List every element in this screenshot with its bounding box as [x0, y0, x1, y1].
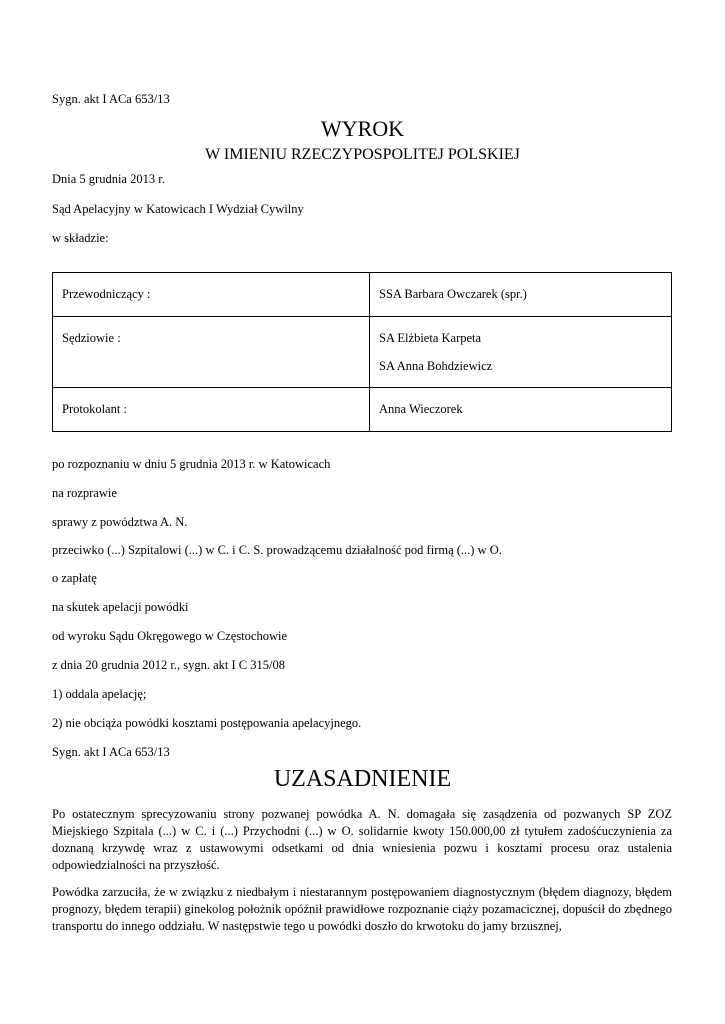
proceedings-line: z dnia 20 grudnia 2012 r., sygn. akt I C 315/08 [52, 658, 285, 672]
proceedings-line: po rozpoznaniu w dniu 5 grudnia 2013 r. w Katowicach [52, 457, 331, 471]
judgment-title: WYROK [320, 116, 405, 141]
table-row [53, 317, 672, 388]
table-row [53, 273, 672, 317]
table-row [53, 388, 672, 432]
recorder-name: Anna Wieczorek [370, 388, 672, 432]
court-composition-table [52, 272, 672, 432]
presiding-judge: SSA Barbara Owczarek (spr.) [370, 273, 672, 317]
justification-paragraph: Powódka zarzuciła, że w związku z niedbałym i niestarannym postępowaniem diagnostycznym (błędem diagnozy, błędem prognozy, błędem terapii) ginekolog położnik opóźnił prawidłowe rozpoznanie ciąży pozamacicznej, dopuścił do zbędnego transportu do innego oddziału. W następstwie tego u powódki doszło do krwotoku do jamy brzusznej, [52, 885, 672, 933]
composition-label: w składzie: [52, 231, 109, 245]
judges-label: Sędziowie : [53, 317, 370, 388]
recorder-label: Protokolant : [53, 388, 370, 432]
justification-paragraph: Po ostatecznym sprecyzowaniu strony pozwanej powódka A. N. domagała się zasądzenia od pozwanych SP ZOZ Miejskiego Szpitala (...) w C. i (...) Przychodni (...) w O. solidarnie kwoty 150.000,00 zł tytułem zadośćuczynienia za doznaną krzywdę wraz z ustawowymi odsetkami od dnia wniesienia pozwu i kosztami procesu oraz ustalenia odpowiedzialności na przyszłość. [52, 807, 672, 872]
ruling-item: 2) nie obciąża powódki kosztami postępowania apelacyjnego. [52, 716, 362, 730]
proceedings-line: na skutek apelacji powódki [52, 600, 189, 614]
justification-case-reference: Sygn. akt I ACa 653/13 [52, 745, 170, 759]
proceedings-line: przeciwko (...) Szpitalowi (...) w C. i C. S. prowadzącemu działalność pod firmą (...) w O. [52, 543, 502, 557]
proceedings-line: sprawy z powództwa A. N. [52, 515, 188, 529]
ruling-item: 1) oddala apelację; [52, 687, 147, 701]
judges-cell [370, 317, 672, 388]
justification-title: UZASADNIENIE [273, 766, 452, 792]
court-name: Sąd Apelacyjny w Katowicach I Wydział Cywilny [52, 202, 304, 216]
presiding-label: Przewodniczący : [53, 273, 370, 317]
proceedings-line: o zapłatę [52, 571, 97, 585]
judge-name: SA Elżbieta Karpeta [379, 331, 482, 345]
proceedings-line: od wyroku Sądu Okręgowego w Częstochowie [52, 629, 288, 643]
judge-name: SA Anna Bohdziewicz [379, 359, 493, 373]
case-reference: Sygn. akt I ACa 653/13 [52, 92, 170, 106]
judgment-subtitle: W IMIENIU RZECZYPOSPOLITEJ POLSKIEJ [205, 146, 520, 163]
judgment-date: Dnia 5 grudnia 2013 r. [52, 172, 165, 186]
proceedings-line: na rozprawie [52, 486, 117, 500]
